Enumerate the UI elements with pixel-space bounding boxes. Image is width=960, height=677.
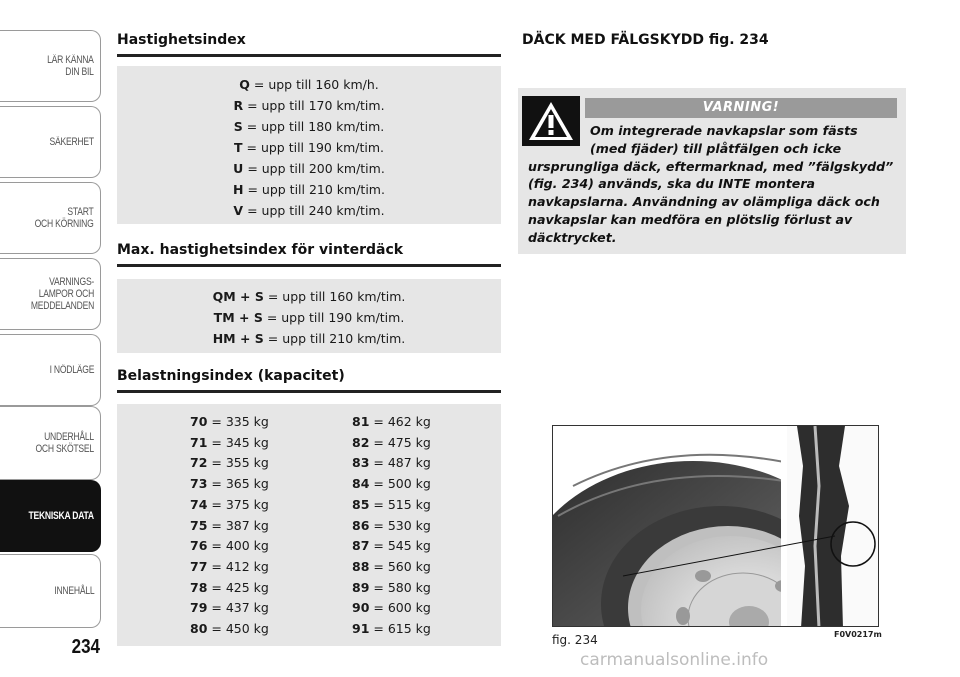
load-row: 86 = 530 kg bbox=[352, 517, 431, 533]
load-row: 90 = 600 kg bbox=[352, 600, 431, 616]
speed-index-heading: Hastighetsindex bbox=[117, 32, 501, 57]
section-title: DÄCK MED FÄLGSKYDD fig. 234 bbox=[522, 32, 769, 48]
figure-caption: fig. 234 bbox=[552, 633, 598, 647]
tire-figure bbox=[552, 425, 879, 627]
chapter-sidebar bbox=[0, 0, 102, 677]
load-row: 76 = 400 kg bbox=[190, 538, 269, 554]
load-row: 75 = 387 kg bbox=[190, 517, 269, 533]
winter-row: TM + S = upp till 190 km/tim. bbox=[213, 310, 405, 325]
load-index-heading: Belastningsindex (kapacitet) bbox=[117, 368, 501, 393]
load-row: 72 = 355 kg bbox=[190, 455, 269, 471]
load-row: 70 = 335 kg bbox=[190, 414, 269, 429]
load-row: 91 = 615 kg bbox=[352, 621, 431, 637]
speed-row: H = upp till 210 km/tim. bbox=[233, 182, 385, 197]
watermark: carmanualsonline.info bbox=[580, 650, 769, 670]
load-row: 87 = 545 kg bbox=[352, 538, 431, 554]
winter-row: QM + S = upp till 160 km/tim. bbox=[212, 289, 406, 304]
page-number: 234 bbox=[71, 636, 100, 658]
load-index-right-column bbox=[352, 412, 431, 640]
load-row: 89 = 580 kg bbox=[352, 579, 431, 595]
load-index-left-column bbox=[190, 412, 269, 640]
load-row: 82 = 475 kg bbox=[352, 434, 431, 450]
load-row: 74 = 375 kg bbox=[190, 496, 269, 512]
speed-index-list bbox=[117, 74, 501, 221]
tab-underhall[interactable]: UNDERHÅLL OCH SKÖTSEL bbox=[0, 406, 101, 480]
speed-row: T = upp till 190 km/tim. bbox=[233, 140, 384, 155]
speed-row: R = upp till 170 km/tim. bbox=[233, 98, 385, 113]
winter-index-list bbox=[117, 286, 501, 349]
speed-row: U = upp till 200 km/tim. bbox=[233, 161, 385, 176]
load-row: 80 = 450 kg bbox=[190, 621, 269, 637]
load-row: 78 = 425 kg bbox=[190, 579, 269, 595]
load-row: 71 = 345 kg bbox=[190, 434, 269, 450]
speed-row: S = upp till 180 km/tim. bbox=[233, 119, 385, 134]
load-row: 79 = 437 kg bbox=[190, 600, 269, 616]
tab-innehall[interactable]: INNEHÅLL bbox=[0, 554, 101, 628]
tab-tekniska-data[interactable]: TEKNISKA DATA bbox=[0, 480, 101, 552]
load-row: 81 = 462 kg bbox=[352, 414, 431, 429]
warning-body: ursprungliga däck, eftermarknad, med ”fälgskydd” (fig. 234) används, ska du INTE montera navkapslarna. Användning av olämpliga däck och navkapslar kan medföra en plötslig förlust av däcktrycket. bbox=[528, 158, 894, 245]
load-index-box bbox=[117, 404, 501, 646]
tab-start-och-korning[interactable]: START OCH KÖRNING bbox=[0, 182, 101, 254]
tab-lar-kanna-din-bil[interactable]: LÄR KÄNNA DIN BIL bbox=[0, 30, 101, 102]
load-row: 88 = 560 kg bbox=[352, 558, 431, 574]
load-row: 77 = 412 kg bbox=[190, 558, 269, 574]
warning-label: VARNING! bbox=[585, 98, 897, 118]
warning-first-line: Om integrerade navkapslar som fästs bbox=[590, 123, 858, 138]
warning-text bbox=[528, 122, 898, 247]
speed-row: V = upp till 240 km/tim. bbox=[233, 203, 385, 218]
tab-varningslampor[interactable]: VARNINGS- LAMPOR OCH MEDDELANDEN bbox=[0, 258, 101, 330]
winter-row: HM + S = upp till 210 km/tim. bbox=[212, 331, 406, 346]
tab-i-nodlage[interactable]: I NÖDLÄGE bbox=[0, 334, 101, 406]
winter-index-heading: Max. hastighetsindex för vinterdäck bbox=[117, 242, 501, 267]
load-row: 83 = 487 kg bbox=[352, 455, 431, 471]
load-row: 85 = 515 kg bbox=[352, 496, 431, 512]
load-row: 84 = 500 kg bbox=[352, 476, 431, 492]
speed-row: Q = upp till 160 km/h. bbox=[239, 77, 379, 92]
figure-code: F0V0217m bbox=[834, 630, 882, 639]
load-row: 73 = 365 kg bbox=[190, 476, 269, 492]
tab-sakerhet[interactable]: SÄKERHET bbox=[0, 106, 101, 178]
warning-second-line: (med fjäder) till plåtfälgen och icke bbox=[590, 140, 842, 156]
